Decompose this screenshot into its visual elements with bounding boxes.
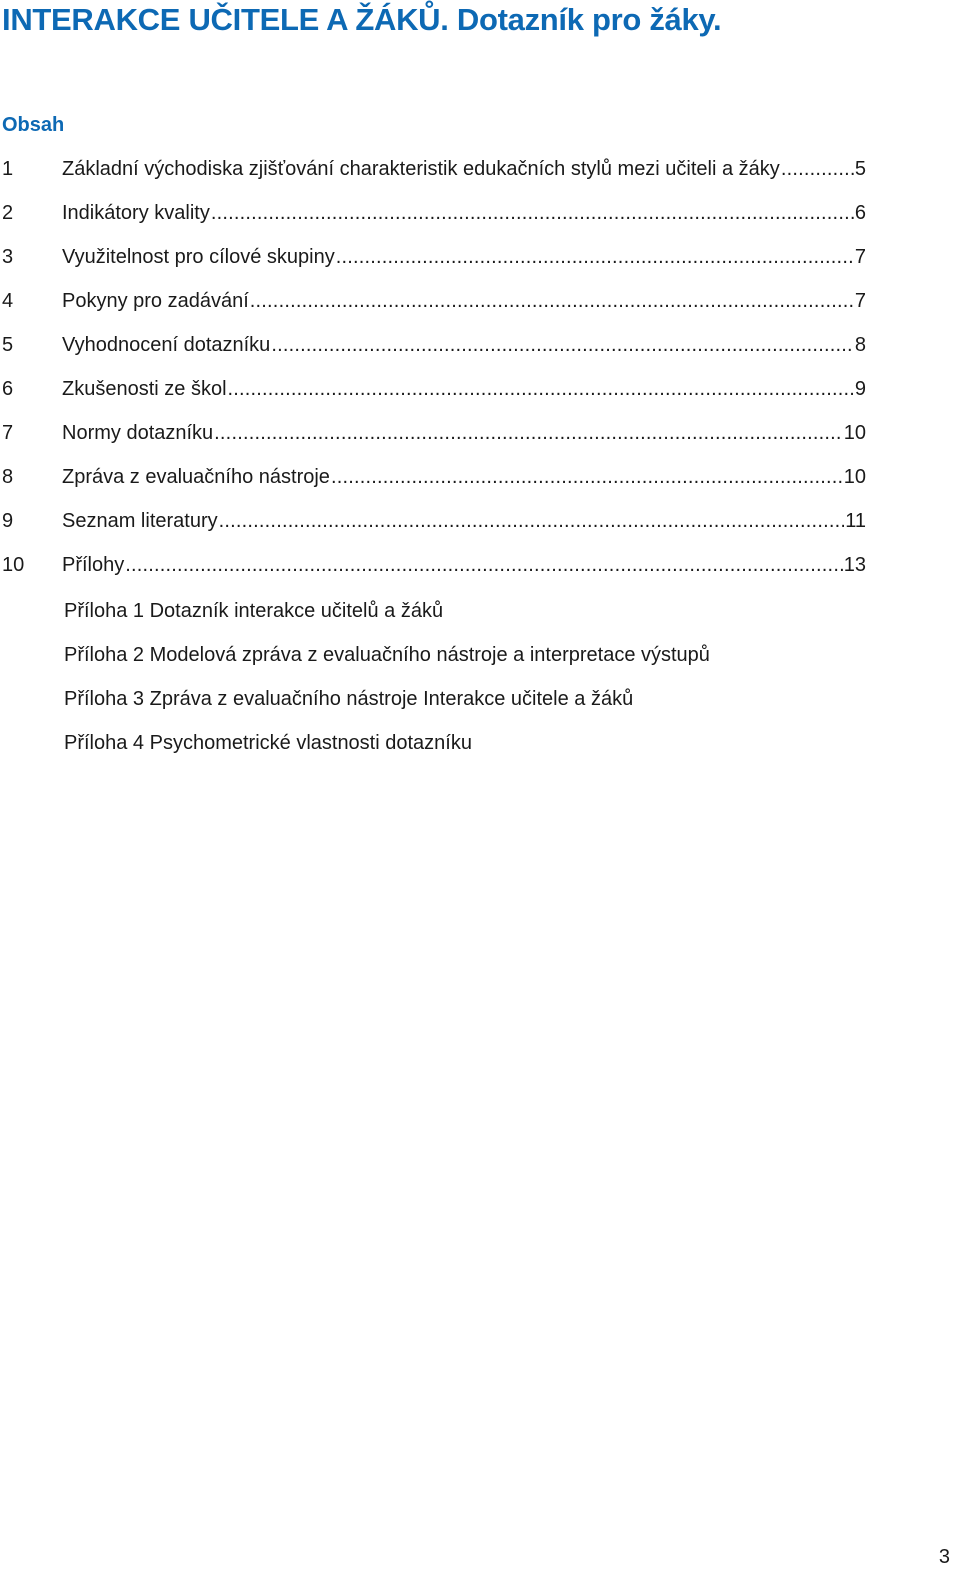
toc-dot-leader [336, 246, 854, 269]
appendix-item[interactable]: Příloha 2 Modelová zpráva z evaluačního nástroje a interpretace výstupů [64, 644, 710, 666]
table-of-contents [2, 158, 866, 598]
toc-entry[interactable] [2, 378, 866, 422]
toc-entry[interactable] [2, 202, 866, 246]
appendix-item[interactable]: Příloha 3 Zpráva z evaluačního nástroje Interakce učitele a žáků [64, 688, 634, 710]
toc-entry[interactable] [2, 466, 866, 510]
toc-dot-leader [125, 554, 843, 577]
toc-entry-label: Seznam literatury [62, 510, 218, 532]
toc-entry-number: 1 [2, 158, 14, 180]
page-number: 3 [938, 1546, 950, 1568]
toc-dot-leader [250, 290, 854, 313]
toc-entry[interactable] [2, 422, 866, 466]
toc-entry-number: 5 [2, 334, 14, 356]
toc-dot-leader [228, 378, 854, 401]
toc-entry[interactable] [2, 290, 866, 334]
toc-entry-label: Přílohy [62, 554, 125, 576]
toc-heading: Obsah [2, 114, 65, 136]
toc-entry-page: 7 [854, 290, 866, 312]
toc-entry-label: Normy dotazníku [62, 422, 214, 444]
toc-entry-number: 10 [2, 554, 25, 576]
document-title: INTERAKCE UČITELE A ŽÁKŮ. Dotazník pro žáky. [2, 2, 722, 37]
toc-entry-page: 6 [854, 202, 866, 224]
toc-entry[interactable] [2, 554, 866, 598]
toc-entry-label: Indikátory kvality [62, 202, 210, 224]
toc-entry[interactable] [2, 158, 866, 202]
toc-dot-leader [211, 202, 854, 225]
toc-entry-label: Využitelnost pro cílové skupiny [62, 246, 335, 268]
toc-entry-number: 2 [2, 202, 14, 224]
toc-entry-page: 9 [854, 378, 866, 400]
toc-entry-page: 7 [854, 246, 866, 268]
toc-entry-page: 13 [843, 554, 866, 576]
toc-entry-label: Pokyny pro zadávání [62, 290, 249, 312]
toc-entry-page: 11 [845, 510, 866, 532]
toc-entry-page: 10 [843, 422, 866, 444]
toc-dot-leader [214, 422, 843, 445]
appendix-list [64, 600, 710, 776]
toc-entry-number: 4 [2, 290, 14, 312]
toc-dot-leader [331, 466, 843, 489]
appendix-item[interactable]: Příloha 4 Psychometrické vlastnosti dotazníku [64, 732, 472, 754]
toc-entry[interactable] [2, 510, 866, 554]
toc-entry-number: 6 [2, 378, 14, 400]
toc-dot-leader [271, 334, 854, 357]
toc-entry-page: 5 [854, 158, 866, 180]
toc-entry-number: 8 [2, 466, 14, 488]
toc-dot-leader [219, 510, 845, 533]
toc-entry-number: 9 [2, 510, 14, 532]
appendix-item[interactable]: Příloha 1 Dotazník interakce učitelů a žáků [64, 600, 444, 622]
toc-entry-number: 3 [2, 246, 14, 268]
toc-entry-label: Zpráva z evaluačního nástroje [62, 466, 330, 488]
toc-entry-number: 7 [2, 422, 14, 444]
toc-entry-label: Vyhodnocení dotazníku [62, 334, 271, 356]
toc-entry-label: Zkušenosti ze škol [62, 378, 227, 400]
toc-entry-label: Základní východiska zjišťování charakteristik edukačních stylů mezi učiteli a žáky [62, 158, 780, 180]
toc-entry-page: 10 [843, 466, 866, 488]
toc-dot-leader [781, 158, 854, 181]
toc-entry[interactable] [2, 334, 866, 378]
toc-entry[interactable] [2, 246, 866, 290]
toc-entry-page: 8 [854, 334, 866, 356]
